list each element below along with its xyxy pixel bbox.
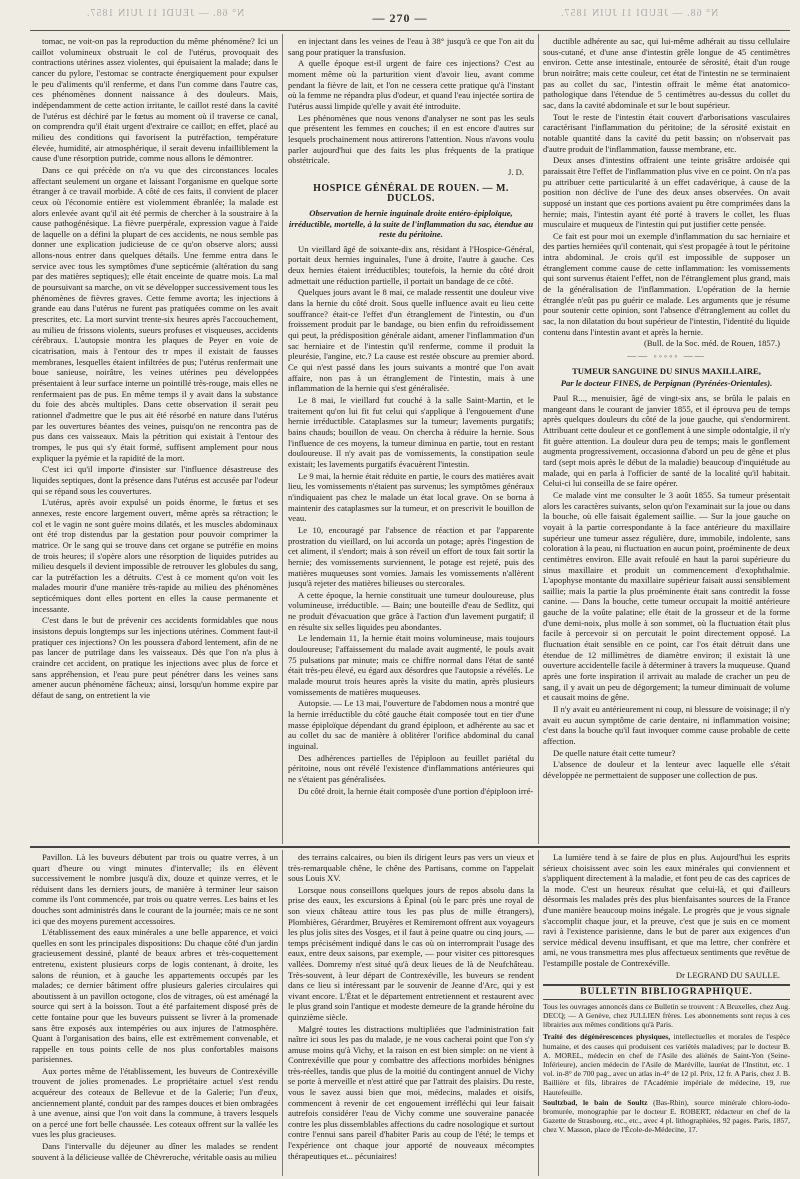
bibliography-entry (543, 1098, 790, 1135)
paragraph: A quelle époque est-il urgent de faire ces injections? C'est au moment même où la parturition vient d'avoir lieu, avant comme pendant la fièvre de lait, et l'on ne cessera cette pratique qu'à l'instant où la femme ne répandra plus d'odeur, et quand l'eau injectée sortira de l'utérus aussi limpide qu'elle y avait été introduite. (288, 58, 534, 111)
paragraph: Malgré toutes les distractions multipliées que l'administration fait naître ici sous les pas du malade, je ne vous cacherai point que l'on s'y amuse moins qu'à Vichy, et la raison en est bien simple: on ne vient à Contrexéville que pour y combattre des affections morbides bénignes très-réelles, tandis que plus de la moitié du contingent annuel de Vichy se porte à merveille et n'est attiré que par l'attrait des plaisirs. Du reste, vous le savez aussi bien que moi, médecins, malades et oisifs, commencent à revenir de cet engouement irréfléchi qui leur faisait autrefois considérer l'eau de Vichy comme une souveraine panacée contre les plus dissemblables affections du cadre nosologique et surtout contre l'ennui sans pareil d'habiter Paris au coup de l'été; le temps et l'expérience ont chaque jour apporté de nouveaux mécomptes thérapeutiques et... pécuniaires! (288, 1023, 534, 1161)
ornament-divider: —— ◦◦◦◦◦ —— (627, 351, 706, 362)
paragraph: ductible adhérente au sac, qui lui-même adhérait au tissu cellulaire sous-cutané, et d'une anse d'intestin grêle longue de 45 centimètres environ. Cette anse intestinale, entourée de sérosité, était d'un rouge brun noirâtre; mais cette couleur, cet état de l'intestin ne se terminaient pas au collet du sac, l'intestin offrait le même état anatomico-pathologique dans l'étendue de 5 centimètres au-dessus du collet du sac, dans la cavité abdominale et sur le bout supérieur. (543, 36, 790, 110)
paragraph: Dans ce qui précède on n'a vu que des circonstances locales affectant seulement un organe et laissant l'organisme en quelque sorte étranger à ce travail morbide. A côté de ces faits, il convient de placer ceux où l'économie entière est violemment ébranlée; la malade est alors enlevée avant qu'il ait été permis de chercher à la soustraire à la cause pathogénésique. La fièvre puerpérale, expression vague à l'aide de laquelle on a défini la plupart de ces accidents, ne nous semble pas donner une explication judicieuse de ce qu'on observe alors; aussi allons-nous entrer dans quelques détails. Une femme entra dans le service avec tous les symptômes d'une septicémie (altération du sang par des matières septiques); elle était enceinte de quatre mois. La mal de poursuivant sa marche, on vit se développer successivement tous les phénomènes de fièvres graves. Cette femme avorta; les injections à grande eau dans l'utérus ne furent pas pratiquées comme on les avait prescrites, etc. La mort survint trente-six heures après l'accouchement, au milieu de frissons violents, sueurs profuses et visqueuses, accidents cérébraux. L'autopsie montra les plaques de Peyer en voie de cicatrisation, mais à l'entour des tr mpes il existait de fausses membranes, lesquelles étaient infiltrées de pus; l'utérus renfermait une boue sanieuse, noirâtre, les veines utérines peu développées présentaient à leur surface interne un pointillé très-rouge, mais elles ne renfermaient pas de pus. En même temps il y avait dans la substance du foie des abcès multiples. Dans cette observation il serait peu rationnel d'admettre que le pus ait été résorbé en nature dans l'utérus par les ouvertures béantes des veines, puisqu'on ne rencontra pas de pus dans ces vaisseaux. Mais la pétrition qui existait à l'entour des trompes, le pus qui s'y était formé, suffisent amplement pour nous expliquer la pyémie et la rapidité de la mort. (32, 164, 278, 463)
paragraph: Le 10, encouragé par l'absence de réaction et par l'apparente prostration du vieillard, on lui accorda un potage; après l'ingestion de cet aliment, il s'endort; mais à son réveil un effort de toux fait sortir la hernie; des vomissements surviennent, le potage est rejeté, puis des matières muqueuses sont vomies. Jamais les vomissements n'allèrent jusqu'à rejeter des matières bilieuses ou stercorales. (288, 524, 534, 589)
column-1 (32, 36, 278, 842)
paragraph: Un vieillard âgé de soixante-dix ans, résidant à l'Hospice-Général, portait deux hernies inguinales, l'une à droite, l'autre à gauche. Ces deux hernies étaient irréductibles; toutefois, la hernie du côté droit admettait une réduction partielle, il portait un bandage de ce côté. (288, 243, 534, 286)
citation: (Bull. de la Soc. méd. de Rouen, 1857.) (643, 338, 780, 349)
bulletin-intro: Tous les ouvrages annoncés dans ce Bulletin se trouvent : A Bruxelles, chez Aug. DECQ; — A Genève, chez JULLIEN frères. Les abonnements sont reçus à ces librairies aux mêmes conditions qu'à Paris. (543, 1001, 790, 1030)
paragraph: A cette époque, la hernie constituait une tumeur douloureuse, plus volumineuse, irréductible. — Bain; une bouteille d'eau de Sedlitz, qui ne produit d'évacuation que grâce à l'action d'un lavement purgatif; il en résulte six selles liquides peu abondantes. (288, 589, 534, 632)
section-title: HOSPICE GÉNÉRAL DE ROUEN. — M. DUCLOS. (313, 182, 509, 205)
paragraph: Le 8 mai, le vieillard fut couché à la salle Saint-Martin, et le traitement qu'on lui fit fut celui qui s'applique à l'engouement d'une hernie irréductible. Cataplasmes sur la tumeur; lavements purgatifs; bains chauds; bouillon de veau. On chercha à réduire la hernie. Sous l'influence de ces moyens, la tumeur diminua en partie, tout en restant douloureuse. Il n'y avait pas de vomissements, la constipation seule existait; les lavements purgatifs évacuèrent l'intestin. (288, 395, 534, 469)
bleed-through-header-left: N° 68. — JEUDI 11 JUIN 1857. (86, 8, 245, 19)
paragraph: Autopsie. — Le 13 mai, l'ouverture de l'abdomen nous a montré que la hernie irréductible du côté gauche était composée tout en tier d'une masse épiploïque dépendant du grand épiploon, et adhérente au sac et au collet du sac de manière à oblitérer l'orifice abdominal du canal inguinal. (288, 698, 534, 751)
column-2 (288, 36, 534, 842)
column-divider (538, 850, 539, 1176)
paragraph: Du côté droit, la hernie était composée d'une portion d'épiploon irré- (298, 785, 534, 796)
paragraph: L'utérus, après avoir expulsé un poids énorme, le fœtus et ses annexes, reste encore largement ouvert, même après sa rétraction; le col et le vagin ne sont guère moins dilatés, et les muscles abdominaux ont été trop distendus par la gestation pour pouvoir comprimer la matrice. Or le sang qui se trouve dans cet organe se putréfie en moins de trois heures; il s'opère alors une résorption de liquides putrides au milieu desquels il devient impossible de retrouver les globules du sang, car la putréfaction les a détruits. C'est à ce moment qu'on voit les malades mourir d'une manière très-rapide au milieu des phénomènes septicémiques dont elles portent en elles la cause permanente et incessante. (32, 497, 278, 614)
paragraph: en injectant dans les veines de l'eau à 38° jusqu'à ce que l'on ait du sang pour pratiquer la transfusion. (288, 36, 534, 57)
paragraph: Les phénomènes que nous venons d'analyser ne sont pas les seuls que présentent les femmes en couches; il en est encore d'autres sur lesquels prochainement nous attirerons l'attention. Nous n'avons voulu parler aujourd'hui que des faits les plus fréquents de la pratique obstétricale. (288, 112, 534, 166)
paragraph: Des adhérences partielles de l'épiploon au feuillet pariétal du péritoine, nous ont révélé l'existence d'inflammations antérieures qui ne s'étaient pas généralisées. (288, 752, 534, 784)
paragraph: tomac, ne voit-on pas la reproduction du même phénomène? Ici un caillot volumineux obstruait le col de l'utérus, provoquait des contractions utérines assez violentes, qui épuisaient la malade; dans le cancer du pylore, l'estomac se contracte énergiquement pour expulser le peu d'aliments qu'il renferme, et dans l'un comme dans l'autre cas, ces phénomènes donnent naissance à des douleurs. Mais, indépendamment de cette action irritante, le caillot resté dans la cavité de l'utérus est déchiré par le fœtus au moment où il traverse ce canal, on comprendra qu'il était urgent d'extraire ce caillot; en effet, placé au milieu des conditions qui favorisent la putréfaction, température élevée, humidité, air atmosphérique, il serait devenu infailliblement la cause d'une résorption putride, comme nous allons le démontrer. (32, 36, 278, 164)
paragraph: Dans l'intervalle du déjeuner au dîner les malades se rendent souvent à la délicieuse vallée de Chèvreroche, véritable oasis au milieu (32, 1141, 278, 1162)
entry-text: (Bas-Rhin), source minérale chloro-iodo-bromurée, monographie par le docteur E. ROBERT, rédacteur en chef de la Gazette de Strasbourg, etc., etc., avec 4 pl. lithographiées, 92 pages. Paris, 1857, chez V. Masson, place de l'École-de-Médecine, 17. (543, 1097, 790, 1135)
paragraph: des terrains calcaires, ou bien ils dirigent leurs pas vers un vieux et très-remarquable chêne, le chêne des Partisans, comme on l'appelait sous Louis XV. (288, 852, 534, 884)
column-divider (282, 34, 283, 844)
article-author: Par le docteur FINES, de Perpignan (Pyrénées-Orientales). (560, 378, 773, 389)
header-rule (30, 30, 790, 31)
paragraph: Le lendemain 11, la hernie était moins volumineuse, mais toujours douloureuse; l'affaissement du malade avait augmenté, le pouls avait 75 pulsations par minute; mais ce chiffre normal dans l'état de santé était très-peu élevé, eu égard aux désordres que l'autopsie a révélés. Le malade mourut trois heures après la visite du matin, après plusieurs vomissements de matières muqueuses. (288, 633, 534, 697)
page-header (0, 6, 800, 28)
paragraph: L'absence de douleur et la lenteur avec laquelle elle s'était développée ne permettaient de supposer une collection de pus. (543, 759, 790, 780)
bleed-through-header-right: N° 68. — JEUDI 11 JUIN 1857. (560, 8, 719, 19)
feuilleton-column-2 (288, 852, 534, 1174)
entry-title: Soultzbad, le bain de Soultz (543, 1097, 648, 1107)
paragraph: Ce malade vint me consulter le 3 août 1855. Sa tumeur présentait alors les caractères suivants, selon qu'on l'examinait sur la joue ou dans la bouche, où elle faisait également saillie. — Sur la joue gauche on voyait à la partie correspondante à la face antérieure du maxillaire supérieur une tumeur assez régulière, dure, immobile, indolente, sans coloration à la peau, ni fluctuation en aucun point, proéminente de deux centimètres environ. Elle avait refoulé en haut la paroi supérieure du sinus maxillaire et produit un commencement d'exophthalmie. L'apophyse montante du maxillaire supérieur faisait aussi sensiblement saillie; mais la partie la plus proéminente était sans contredit la fosse canine. — Dans la bouche, cette tumeur occupait la moitié antérieure gauche de la voûte palatine; elle était de la grosseur et de la forme d'une demi-noix, plus molle à son sommet, où la fluctuation était plus facile à percevoir si on percutait le point directement opposé. La fluctuation était sensible en ce point, car l'os était détruit dans une étendue de 12 millimètres de diamètre environ; il existait là une ouverture accidentelle facile à déterminer à travers la muqueuse. Quand après une forte inspiration il arrivait au malade de cracher un peu de sang, il y avait un peu de dégorgement; la tumeur diminuait de volume et causait moins de gêne. (543, 489, 790, 703)
author-signature: J. D. (508, 166, 524, 177)
column-divider (282, 850, 283, 1176)
paragraph: Le 9 mai, la hernie était réduite en partie, le cours des matières avait lieu, les vomissements n'étaient pas survenus; les symptômes généraux n'indiquaient pas chez le malade un état local grave. On se borna à maintenir des cataplasmes sur la tumeur, et on prescrivit le bouillon de veau. (288, 470, 534, 524)
paragraph: Aux portes même de l'établissement, les buveurs de Contrexéville trouvent de jolies promenades. Le propriétaire actuel s'est rendu acquéreur des coteaux de Bellevue et de la Galerie; l'un d'eux, anciennement planté, conduit par des rampes douces et bien ombragées à une avenue, ainsi que l'on voit dans la commune, à travers lesquels on a percé une fort belle chaussée. Les coteaux offrent sur la vallée les vues les plus gracieuses. (32, 1065, 278, 1140)
paragraph: Pavillon. Là les buveurs débutent par trois ou quatre verres, à un quart d'heure ou vingt minutes d'intervalle; ils en élèvent successivement le nombre jusqu'à dix, douze et quinze verres, et le réduisent dans les derniers jours, de manière à terminer leur saison comme ils l'ont commencée, par trois ou quatre verres. Les bains et les douches sont administrés dans le courant de la journée; mais ce ne sont ici que des moyens purement accessoires. (32, 852, 278, 926)
paragraph: C'est ici qu'il importe d'insister sur l'influence désastreuse des liquides septiques, dont la présence dans l'utérus est accusée par l'odeur qui se répand sous les couvertures. (32, 464, 278, 496)
paragraph: Ce fait est pour moi un exemple d'inflammation du sac herniaire et des parties herniées qu'il contenait, qui s'est propagée à tout le péritoine intra abdominal. Je crois qu'il est impossible de supposer un étranglement comme cause de cette inflammation: les vomissements qui sont survenus étaient l'effet, non de l'étranglement plus grand, mais de la généralisation de l'inflammation. L'opération de la hernie étranglée n'eût pas pu guérir ce malade. Les arguments que je résume pour soutenir cette opinion, sont l'absence d'étranglement au collet du sac, la non dilatation du bout supérieur de l'intestin, l'identité du liquide contenu dans l'intestin avant et après la hernie. (543, 230, 790, 337)
paragraph: La lumière tend à se faire de plus en plus. Aujourd'hui les esprits sérieux choisissent avec soin les eaux minérales qui conviennent et s'appliquent directement à la maladie, et font peu de cas des caprices de la mode. C'est un heureux résultat que celui-là, et qui d'ailleurs désormais les malades près des plus bienfaisantes sources de la France d'une manière beaucoup moins inégale. Le progrès que je vous signale s'accomplit chaque jour, et la preuve, c'est que je suis en ce moment ravi à l'existence parisienne, dans le but de parer aux exigences d'un service médical devenu insuffisant, et que ma lettre, cher confrère et ami, ne vous transmettra mes plus affectueux sentiments que revêtue de l'estampille postale de Contrexéville. (543, 852, 790, 968)
paragraph: Quelques jours avant le 8 mai, ce malade ressentit une douleur vive dans la hernie du côté droit. Sous quelle influence avait eu lieu cette souffrance? était-ce l'effet d'un étranglement de l'intestin, ou d'un froissement produit par le bandage, ou bien enfin du refroidissement qui peut, la prédisposition générale aidant, amener l'inflammation d'un sac herniaire et de l'intestin qu'il renferme, comme il produit la pleurésie, l'angine, etc.? La cause est restée obscure au premier abord. Ce qui n'est passé dans les jours suivants a montré que l'on avait affaire, non pas à un étranglement de l'intestin, mais à une inflammation de la hernie qui s'est généralisée. (288, 287, 534, 394)
bibliography-entry (543, 1032, 790, 1096)
feuilleton-column-1 (32, 852, 278, 1174)
paragraph: Paul R..., menuisier, âgé de vingt-six ans, se brûla le palais en mangeant dans le courant de janvier 1855, et il éprouva peu de temps après quelques douleurs du côté de la joue gauche, qui s'endormirent. Attribuant cette douleur et ce gonflement à une simple odontalgie, il n'y fit guère attention. La douleur dura peu de temps; mais le gonflement augmenta progressivement, occasionna d'abord un peu de gêne et plus tard (sept mois après le début de la maladie) beaucoup d'inquiétude au malade, qui en parla à l'officier de santé de la localité qu'il habitait. Celui-ci lui conseilla de se faire opérer. (543, 393, 790, 489)
paragraph: Lorsque nous conseillons quelques jours de repos absolu dans la prise des eaux, les excursions à Épinal (où le parc près une royal de son vieux château attire tous les pas plus de mille étrangers), Plombières, Gérardmer, Bruyères et Remiremont offrent aux voyageurs les plus jolis sites des Vosges, et il faut à peine quatre ou cinq jours, — temps précisément indiqué dans le cas où on interromprait l'usage des eaux, entre deux saisons, par exemple, — pour visiter ces pittoresques vallées. Domremy n'est situé qu'à deux lieues de là de Neufchâteau. Très-souvent, à leur départ de Contrexéville, les buveurs se rendent dans ce lieu si intéressant par le souvenir de Jeanne d'Arc, qui y est vivant encore. L'État et le département entretiennent et restaurent avec le plus grand soin l'antique et modeste demeure de la grande héroïne du quinzième siècle. (288, 884, 534, 1022)
bulletin-title: BULLETIN BIBLIOGRAPHIQUE. (543, 984, 790, 1000)
paragraph: L'établissement des eaux minérales a une belle apparence, et voici quelles en sont les principales dispositions: Du chaque côté d'un jardin gracieusement dessiné, planté de beaux arbres et très-coquettement entretenu, existent plusieurs corps de logis contenant, à droite, les salons de réunion, et à gauche les appartements occupés par les malades; ce dernier bâtiment offre plusieurs galeries circulaires qui aboutissent à un pavillon octogone, clos de vitrages, où est aménagé la source qui sert à la boisson. Tout a été parfaitement disposé près de cette fontaine pour que les buveurs puissent se livrer à la promenade sans être exposés aux intempéries ou aux injures de l'atmosphère. Quant à l'organisation des bains, elle est extrêmement convenable, et rappelle en tous points celle de nos plus confortables maisons parisiennes. (32, 927, 278, 1065)
paragraph: C'est dans le but de prévenir ces accidents formidables que nous insistons depuis longtemps sur les injections utérines. Comment faut-il pratiquer ces injections? On les poussera d'abord lentement, afin de ne pas lancer de putrilage dans les vaisseaux. Dès que l'on n'a plus à craindre cet accident, on pratique les injections avec plus de force et sans appréhension, et l'eau pure peut pénétrer dans les veines sans amener aucun phénomène fâcheux; ainsi, lorsqu'un homme expire par défaut de sang, on entretient la vie (32, 615, 278, 701)
column-3 (543, 36, 790, 842)
paragraph: De quelle nature était cette tumeur? (553, 747, 676, 758)
feuilleton-column-3 (543, 852, 790, 1174)
article-title: TUMEUR SANGUINE DU SINUS MAXILLAIRE, (572, 365, 761, 376)
entry-text: intellectuelles et morales de l'espèce humaine, et des causes qui produisent ces variétés maladives; par le docteur B. A. MOREL, médecin en chef de l'Asile des aliénés de Saint-Yon (Seine-Inférieure), ancien médecin de l'Asile de Maréville, lauréat de l'Institut, etc. 1 vol. in-8° de 700 pag., avec un atlas in-4° de 12 pl. Prix, 12 fr. A Paris, chez J. B. Baillière et fils, libraires de l'Académie impériale de médecine, 19, rue Hautefeuille. (543, 1032, 790, 1097)
author-signature: Dr LEGRAND DU SAULLE. (675, 969, 780, 980)
column-divider (538, 34, 539, 844)
paragraph: Tout le reste de l'intestin était couvert d'arborisations vasculaires caractérisant l'inflammation du péritoine; de la sérosité existait en notable quantité dans la cavité du petit bassin; on n'observait pas d'autre produit de l'inflammation, fausse membrane, etc. (543, 111, 790, 154)
page-number: — 270 — (372, 11, 428, 25)
paragraph: Deux anses d'intestins offraient une teinte grisâtre ardoisée qui paraissait être l'effet de l'inflammation plus vive en ce point. On n'a pas pu attribuer cette particularité à un effet cadavérique, à cause de la position non déclive de l'une des deux anses observées. On avait supposé un instant que ces portions avaient pu être comprimées dans la hernie; mais, l'intestin ayant été porté à travers le collet, les fluas musculaire et muqueux de l'intestin qui put justifier cette pensée. (543, 155, 790, 230)
paragraph: Il n'y avait eu antérieurement ni coup, ni blessure de voisinage; il n'y avait eu aucun symptôme de carie dentaire, ni inflammation voisine; c'est dans la bouche qu'il faut invoquer comme cause probable de cette affection. (543, 704, 790, 746)
article-subtitle: Observation de hernie inguinale droite entéro-épiploïque, irréductible, mortelle, à la suite de l'inflammation du sac, étendue au reste du péritoine. (288, 207, 534, 240)
entry-title: Traité des dégénérescences physiques, (543, 1032, 671, 1042)
feuilleton-rule (30, 846, 790, 848)
